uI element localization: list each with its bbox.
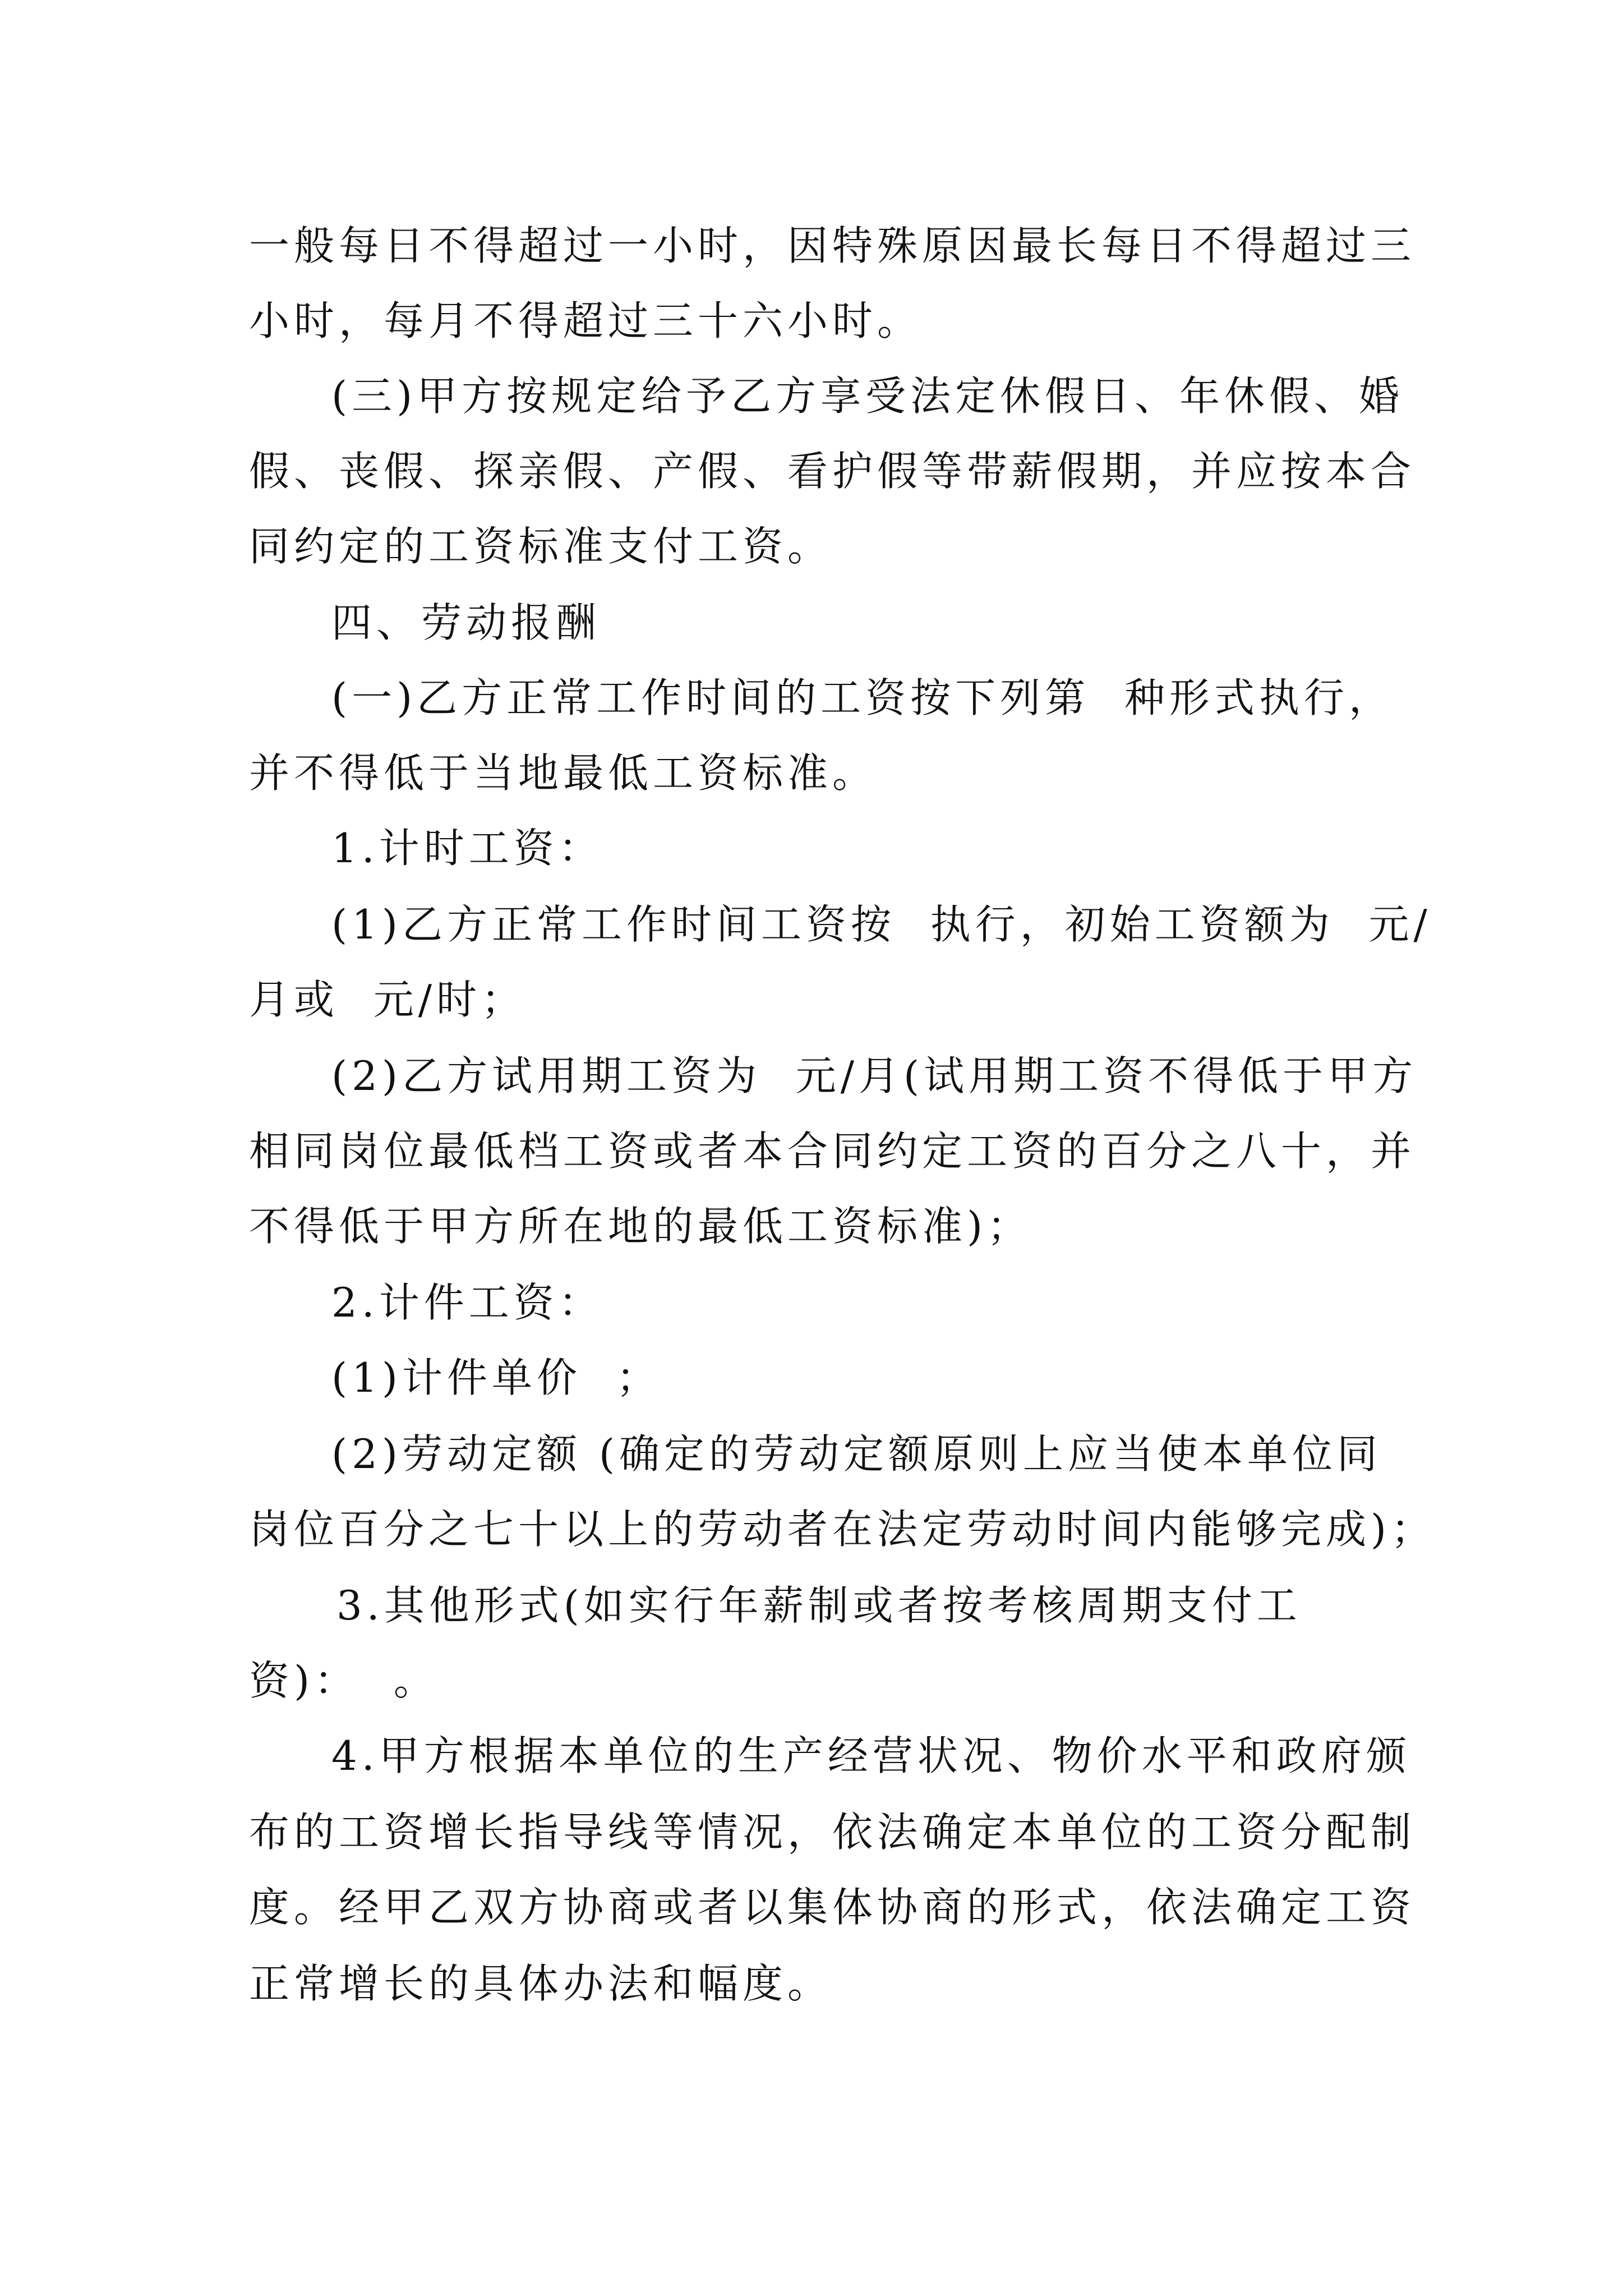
- text-line: 4.甲方根据本单位的生产经营状况、物价水平和政府颁: [331, 1732, 1411, 1779]
- text-line: 1.计时工资：: [331, 825, 603, 872]
- text-line: 正常增长的具体办法和幅度。: [249, 1960, 833, 2007]
- text-line: 岗位百分之七十以上的劳动者在法定劳动时间内能够完成)；: [249, 1506, 1436, 1553]
- text-line: 并不得低于当地最低工资标准。: [249, 749, 878, 797]
- text-line: 一般每日不得超过一小时，因特殊原因最长每日不得超过三: [249, 222, 1416, 269]
- text-line: 相同岗位最低档工资或者本合同约定工资的百分之八十，并: [249, 1128, 1416, 1175]
- text-line: (2)乙方试用期工资为 元/月(试用期工资不得低于甲方: [331, 1052, 1418, 1099]
- text-line: 资)： 。: [249, 1657, 439, 1704]
- text-line: 度。经甲乙双方协商或者以集体协商的形式，依法确定工资: [249, 1884, 1416, 1931]
- text-line: 同约定的工资标准支付工资。: [249, 523, 833, 570]
- text-line: (2)劳动定额 (确定的劳动定额原则上应当使本单位同: [331, 1430, 1382, 1478]
- text-line: 月或 元/时；: [249, 976, 527, 1023]
- text-line: (三)甲方按规定给予乙方享受法定休假日、年休假、婚: [331, 372, 1404, 420]
- text-line: 小时，每月不得超过三十六小时。: [249, 297, 923, 344]
- text-line: 假、丧假、探亲假、产假、看护假等带薪假期，并应按本合: [249, 448, 1416, 495]
- text-line: 布的工资增长指导线等情况，依法确定本单位的工资分配制: [249, 1809, 1416, 1856]
- text-line: 2.计件工资：: [331, 1279, 603, 1326]
- text-line: (1)乙方正常工作时间工资按 执行，初始工资额为 元/: [331, 901, 1432, 948]
- section-heading: 四、劳动报酬: [331, 599, 601, 646]
- text-line: (一)乙方正常工作时间的工资按下列第 种形式执行，: [331, 674, 1394, 721]
- text-line: (1)计件单价 ；: [331, 1354, 661, 1401]
- text-line: 3.其他形式(如实行年薪制或者按考核周期支付工: [336, 1582, 1302, 1629]
- text-line: 不得低于甲方所在地的最低工资标准)；: [249, 1203, 1032, 1250]
